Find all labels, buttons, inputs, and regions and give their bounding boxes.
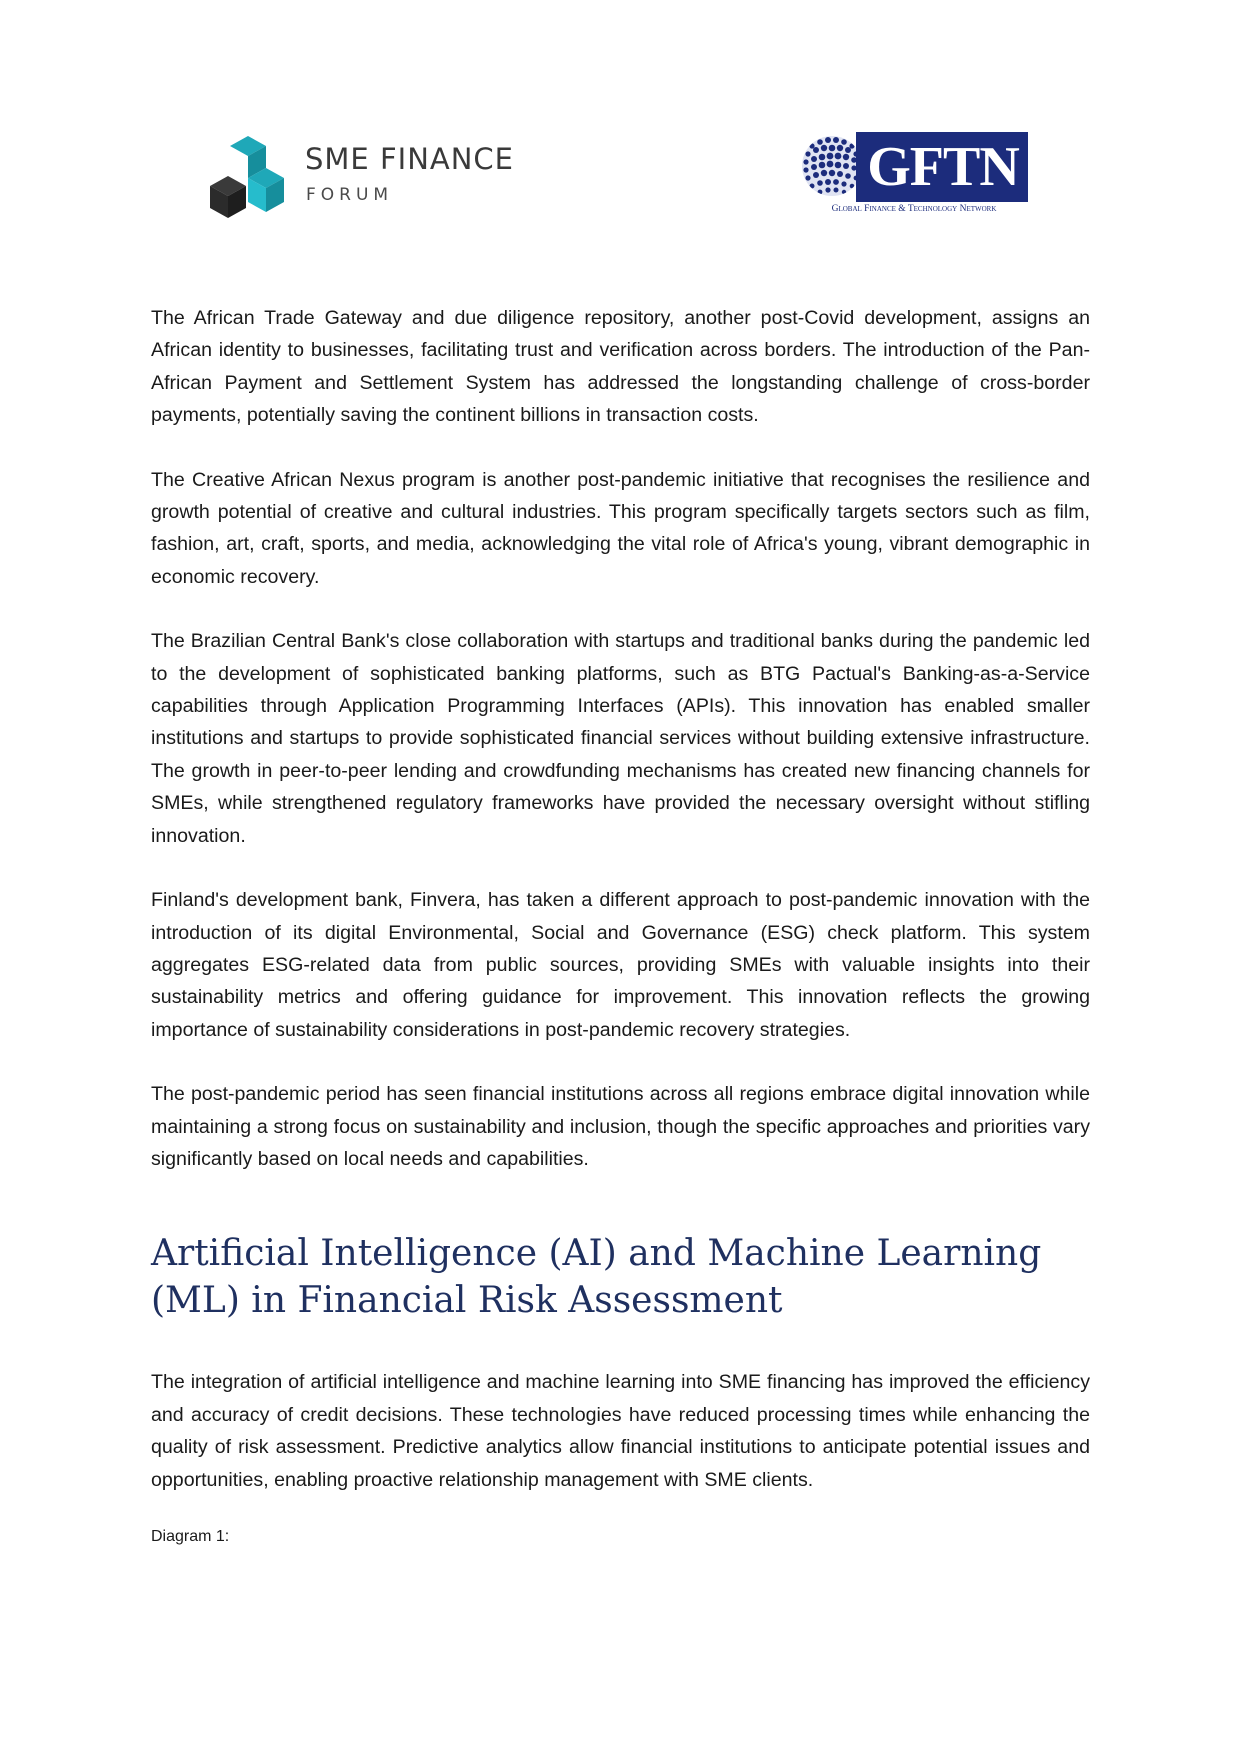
gftn-logo — [798, 132, 1030, 218]
paragraph-finvera: Finland's development bank, Finvera, has taken a different approach to post-pandemic innovation with the introduction of its digital Environmental, Social and Governance (ESG) check platform. This system aggregates ESG-related data from public sources, providing SMEs with valuable insights into their sustainability metrics and offering guidance for improvement. This innovation reflects the growing importance of sustainability considerations in post-pandemic recovery strategies. — [151, 889, 1090, 1041]
sme-finance-forum-logo — [210, 136, 540, 218]
paragraph-post-pandemic-period: The post-pandemic period has seen financial institutions across all regions embrace digital innovation while maintaining a strong focus on sustainability and inclusion, though the specific approaches and priorities vary significantly based on local needs and capabilities. — [151, 1083, 1090, 1170]
diagram-caption: Diagram 1: — [151, 1527, 230, 1545]
gftn-logo-title: GFTN — [867, 136, 1019, 198]
sme-logo-subtitle: FORUM — [306, 185, 394, 205]
paragraph-ai-ml-integration: The integration of artificial intelligence and machine learning into SME financing has improved the efficiency and accuracy of credit decisions. These technologies have reduced processing times while enhancing the quality of risk assessment. Predictive analytics allow financial institutions to anticipate potential issues and opportunities, enabling proactive relationship management with SME clients. — [151, 1371, 1090, 1491]
document-body — [151, 302, 1090, 1546]
paragraph-brazilian-central-bank: The Brazilian Central Bank's close collaboration with startups and traditional banks during the pandemic led to the development of sophisticated banking platforms, such as BTG Pactual's Banking-as-a-Service capabilities through Application Programming Interfaces (APIs). This innovation has enabled smaller institutions and startups to provide sophisticated financial services without building extensive infrastructure. The growth in peer-to-peer lending and crowdfunding mechanisms has created new financing channels for SMEs, while strengthened regulatory frameworks have provided the necessary oversight without stifling innovation. — [151, 630, 1090, 847]
globe-icon — [798, 132, 862, 202]
gftn-logo-tagline: Global Finance & Technology Network — [831, 204, 997, 214]
sme-logo-title: SME FINANCE — [305, 142, 515, 176]
sme-cube-icon — [210, 136, 296, 218]
paragraph-african-trade-gateway: The African Trade Gateway and due diligence repository, another post-Covid development, assigns an African identity to businesses, facilitating trust and verification across borders. The introduction of the Pan-African Payment and Settlement System has addressed the longstanding challenge of cross-border payments, potentially saving the continent billions in transaction costs. — [151, 307, 1090, 427]
paragraph-creative-african-nexus: The Creative African Nexus program is another post-pandemic initiative that recognises the resilience and growth potential of creative and cultural industries. This program specifically targets sectors such as film, fashion, art, craft, sports, and media, acknowledging the vital role of Africa's young, vibrant demographic in economic recovery. — [151, 468, 1090, 588]
section-heading: Artificial Intelligence (AI) and Machine Learning (ML) in Financial Risk Assessment — [151, 1233, 1042, 1322]
